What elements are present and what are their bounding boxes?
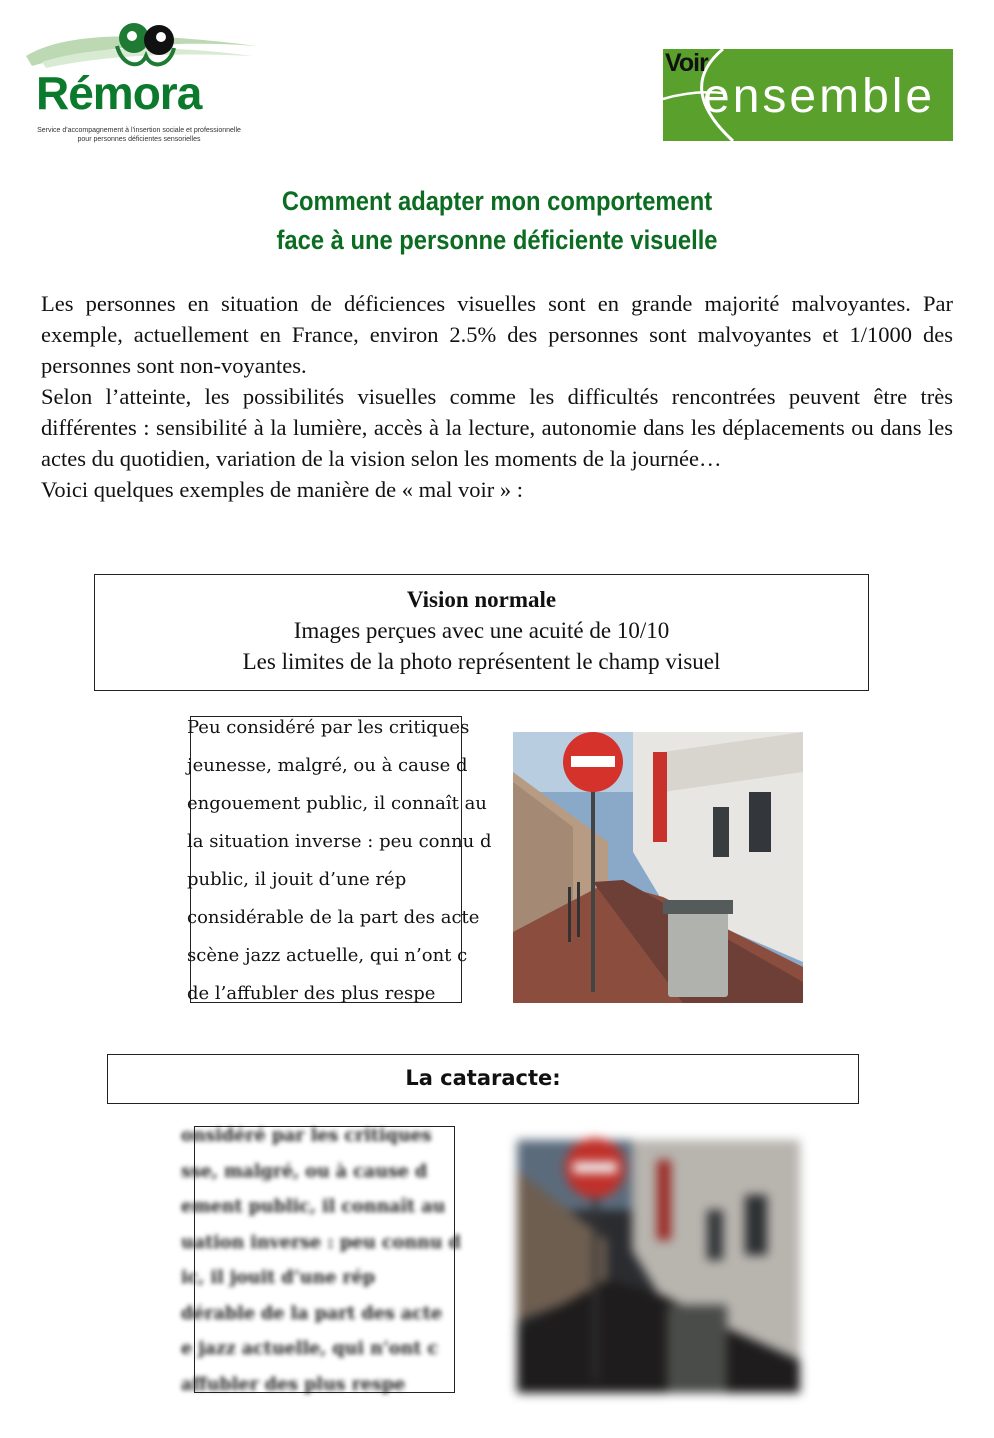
text-sample-line: jeunesse, malgré, ou à cause d <box>187 755 468 776</box>
text-sample-line: scène jazz actuelle, qui n’ont c <box>187 945 468 966</box>
text-sample-blurred-line: uation inverse : peu connu d <box>181 1232 461 1253</box>
street-scene-icon <box>513 732 803 1003</box>
text-sample-blurred-line: affubler des plus respe <box>181 1374 406 1395</box>
cataract-box: La cataracte: <box>107 1054 859 1104</box>
intro-text <box>41 288 953 505</box>
normal-vision-line-2: Les limites de la photo représentent le champ visuel <box>242 649 721 674</box>
text-sample-line: Peu considéré par les critiques <box>187 717 470 738</box>
normal-vision-line-1: Images perçues avec une acuité de 10/10 <box>293 618 670 643</box>
text-sample-blurred-line: sse, malgré, ou à cause d <box>181 1161 428 1182</box>
page-title-line-1: Comment adapter mon comportement <box>281 186 713 216</box>
remora-tagline-line-2: pour personnes déficientes sensorielles <box>77 136 201 143</box>
normal-vision-box <box>94 574 869 691</box>
text-sample-cataract <box>181 1126 461 1395</box>
text-sample-blurred-line: e jazz actuelle, qui n’ont c <box>181 1339 439 1359</box>
street-photo-normal <box>513 732 803 1003</box>
voir-ensemble-logo <box>663 49 953 141</box>
text-sample-blurred-line: ic, il jouit d’une rép <box>181 1268 376 1288</box>
voir-ensemble-voir: Voir <box>665 49 708 77</box>
text-sample-normal <box>187 716 492 1004</box>
voir-ensemble-ensemble: ensemble <box>703 70 936 123</box>
page-title-line-2: face à une personne déficiente visuelle <box>276 225 718 255</box>
intro-paragraph-1: Les personnes en situation de déficiences visuelles sont en grande majorité malvoyantes. Par exemple, actuellement en France, environ 2.5% des personnes sont malvoyantes et 1/1000 des personnes sont non-voyantes. <box>41 291 953 378</box>
text-sample-line: engouement public, il connaît au <box>187 793 487 814</box>
intro-paragraph-3: Voici quelques exemples de manière de « mal voir » : <box>41 477 523 502</box>
text-sample-blurred-line: dérable de la part des acte <box>181 1303 443 1324</box>
remora-wordmark: Rémora <box>36 67 202 119</box>
remora-tagline <box>34 126 244 144</box>
street-scene-blurred-icon <box>517 1140 800 1393</box>
normal-vision-heading: Vision normale <box>406 587 557 612</box>
text-sample-line: de l’affubler des plus respe <box>187 983 436 1004</box>
text-sample-blurred-line: ement public, il connaît au <box>181 1197 446 1217</box>
text-sample-line: public, il jouit d’une rép <box>187 869 407 890</box>
text-sample-blurred-line: onsidéré par les critiques <box>181 1126 432 1146</box>
text-sample-line: considérable de la part des acte <box>187 907 480 928</box>
street-photo-cataract <box>517 1140 800 1393</box>
remora-tagline-line-1: Service d'accompagnement à l'insertion sociale et professionnelle <box>37 127 241 134</box>
intro-paragraph-2: Selon l’atteinte, les possibilités visuelles comme les difficultés rencontrées peuvent être très différentes : sensibilité à la lumière, accès à la lecture, autonomie dans les déplacements ou dans les actes du quotidien, variation de la vision selon les moments de la journée… <box>41 384 953 471</box>
page-title <box>60 182 935 260</box>
text-sample-line: la situation inverse : peu connu d <box>187 831 492 852</box>
